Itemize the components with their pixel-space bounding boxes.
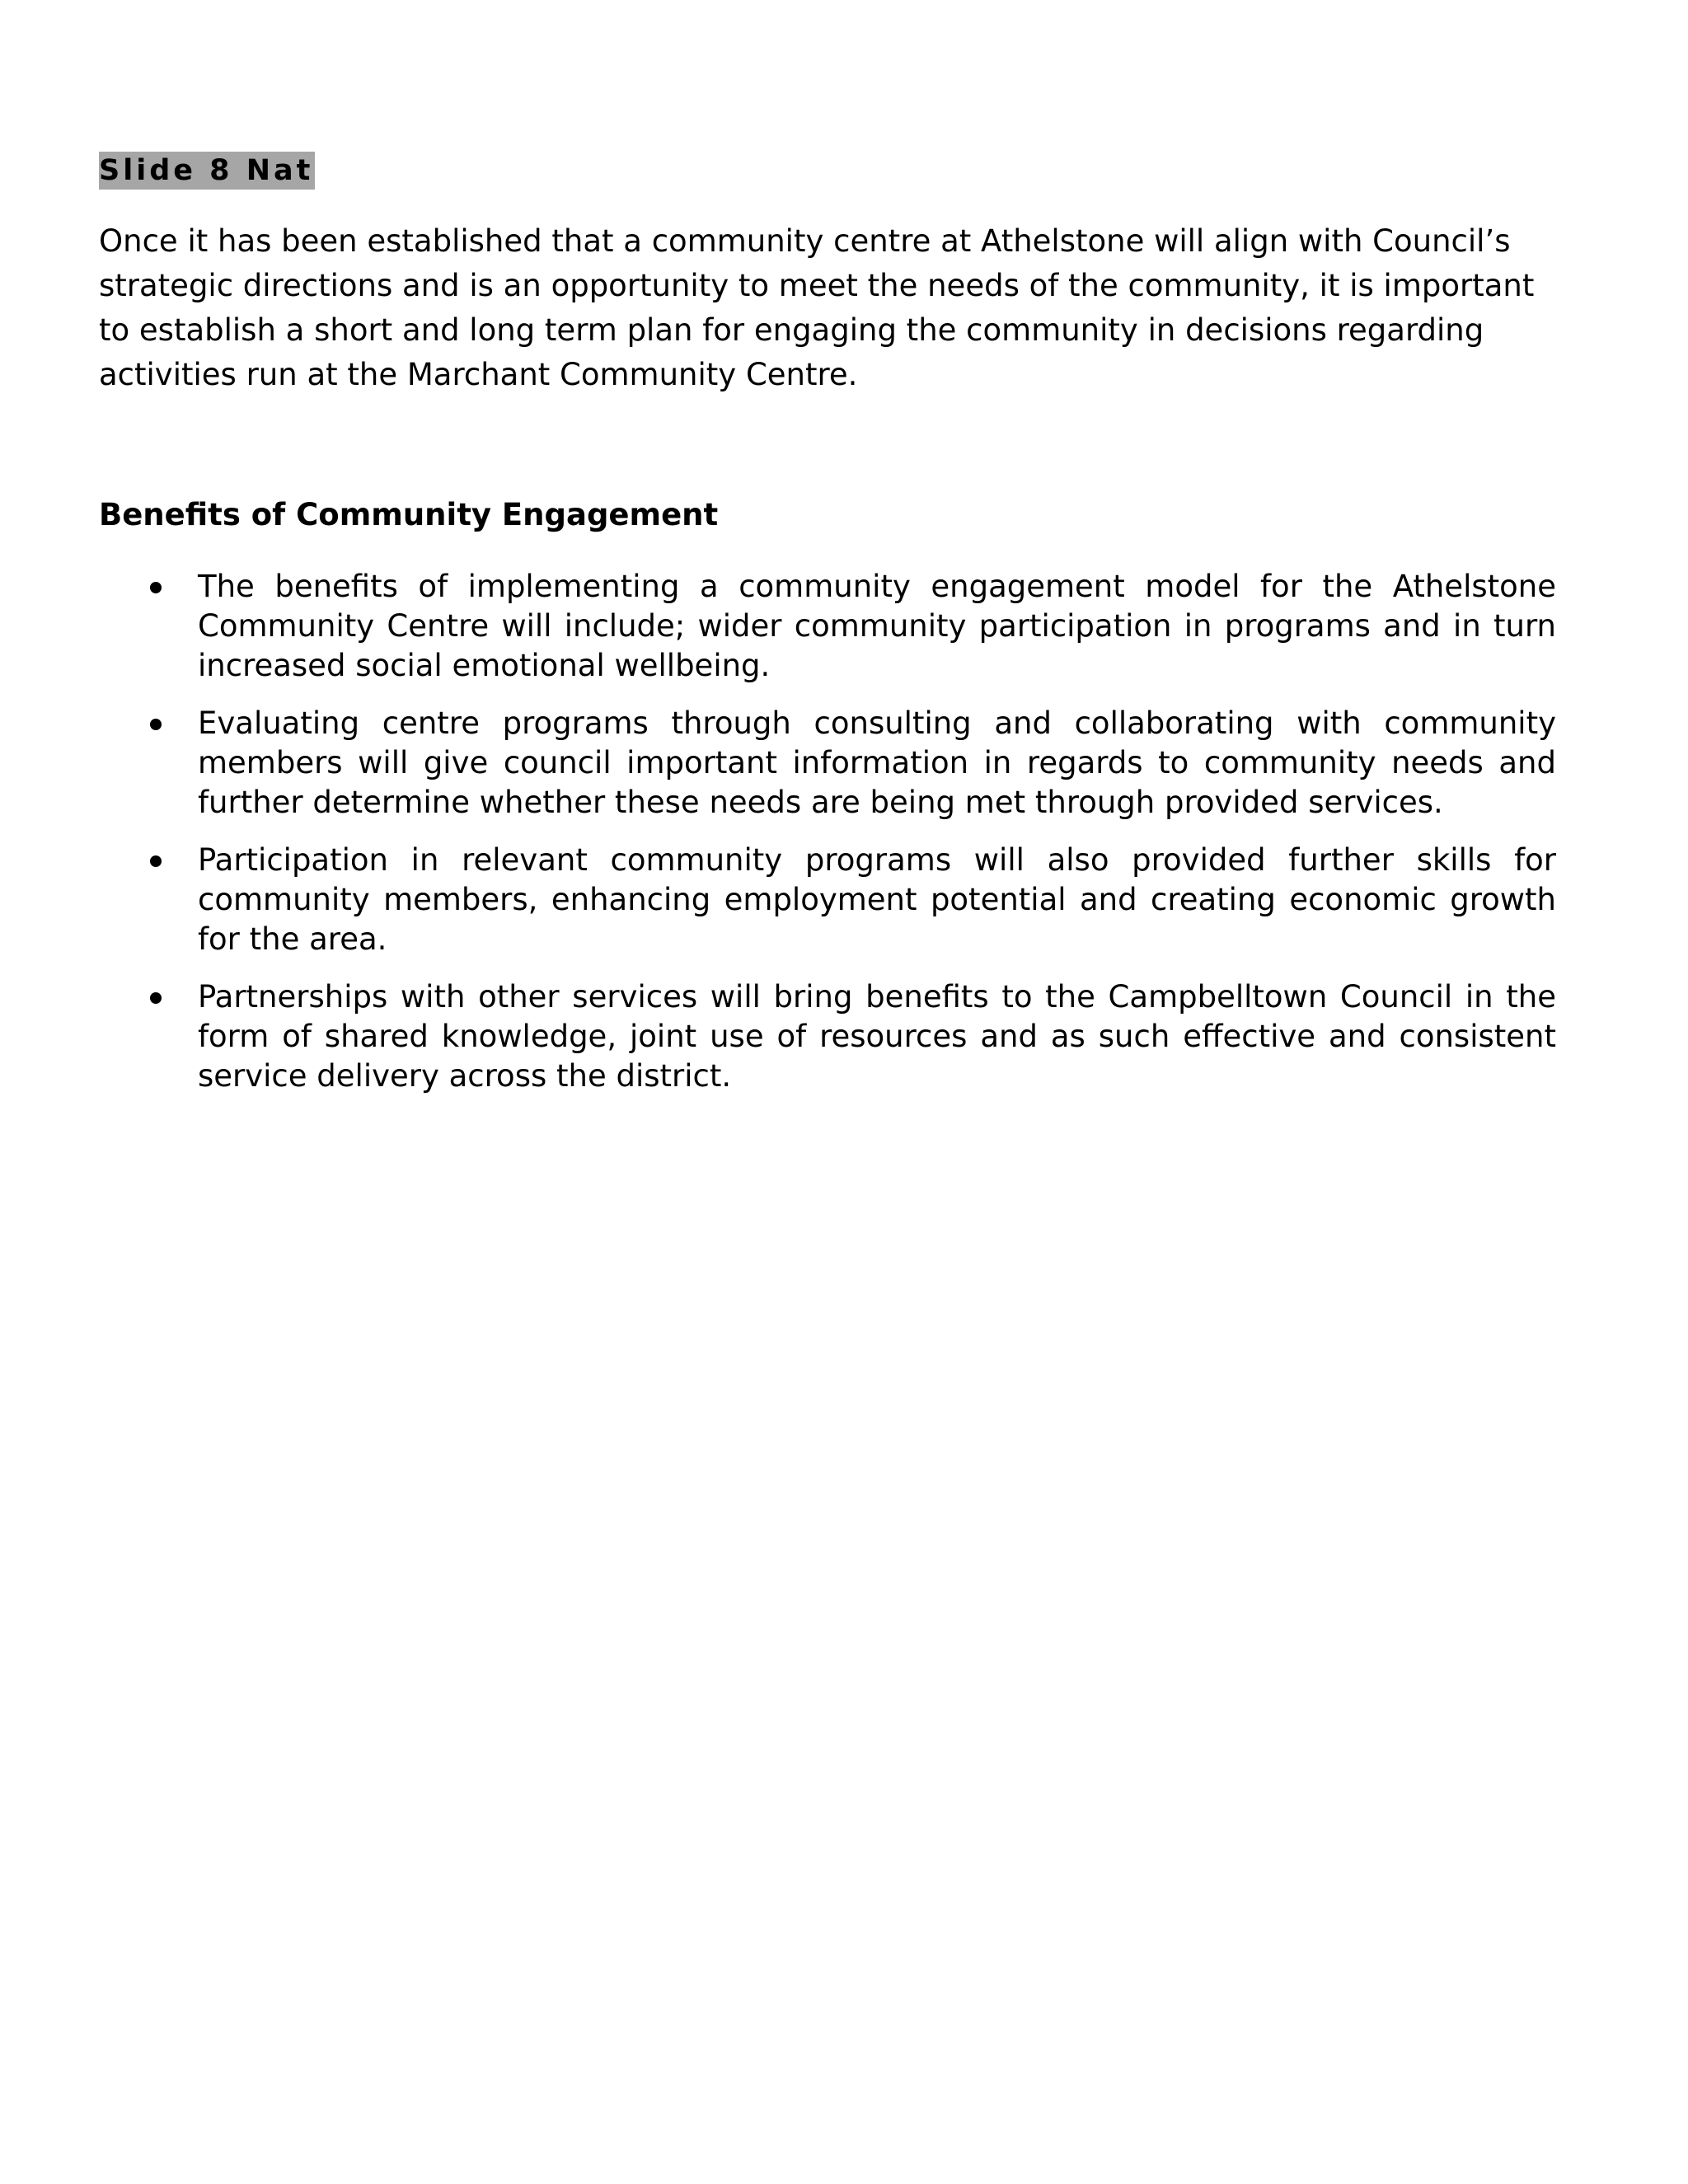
list-item-text: Evaluating centre programs through consulting and collaborating with community members will give council important information in regards to community needs and further determine whether these needs are being met through provided services. <box>198 705 1556 820</box>
list-item <box>99 567 1556 686</box>
bullet-icon <box>150 855 162 867</box>
list-item <box>99 841 1556 959</box>
benefits-list <box>99 567 1556 1114</box>
slide-label-highlight: Slide 8 Nat <box>99 152 315 190</box>
section-heading: Benefits of Community Engagement <box>99 497 719 532</box>
bullet-icon <box>150 582 162 593</box>
list-item-text: Partnerships with other services will bring benefits to the Campbelltown Council in the form of shared knowledge, joint use of resources and as such effective and consistent service delivery across the district. <box>198 979 1556 1094</box>
list-item <box>99 704 1556 823</box>
list-item <box>99 977 1556 1096</box>
bullet-icon <box>150 992 162 1004</box>
bullet-icon <box>150 719 162 730</box>
intro-paragraph: Once it has been established that a community centre at Athelstone will align with Council’s strategic directions and is an opportunity to meet the needs of the community, it is important to establish a short and long term plan for engaging the community in decisions regarding activities run at the Marchant Community Centre. <box>99 223 1535 392</box>
list-item-text: The benefits of implementing a community engagement model for the Athelstone Community Centre will include; wider community participation in programs and in turn increased social emotional wellbeing. <box>198 569 1556 683</box>
list-item-text: Participation in relevant community programs will also provided further skills for community members, enhancing employment potential and creating economic growth for the area. <box>198 842 1556 957</box>
